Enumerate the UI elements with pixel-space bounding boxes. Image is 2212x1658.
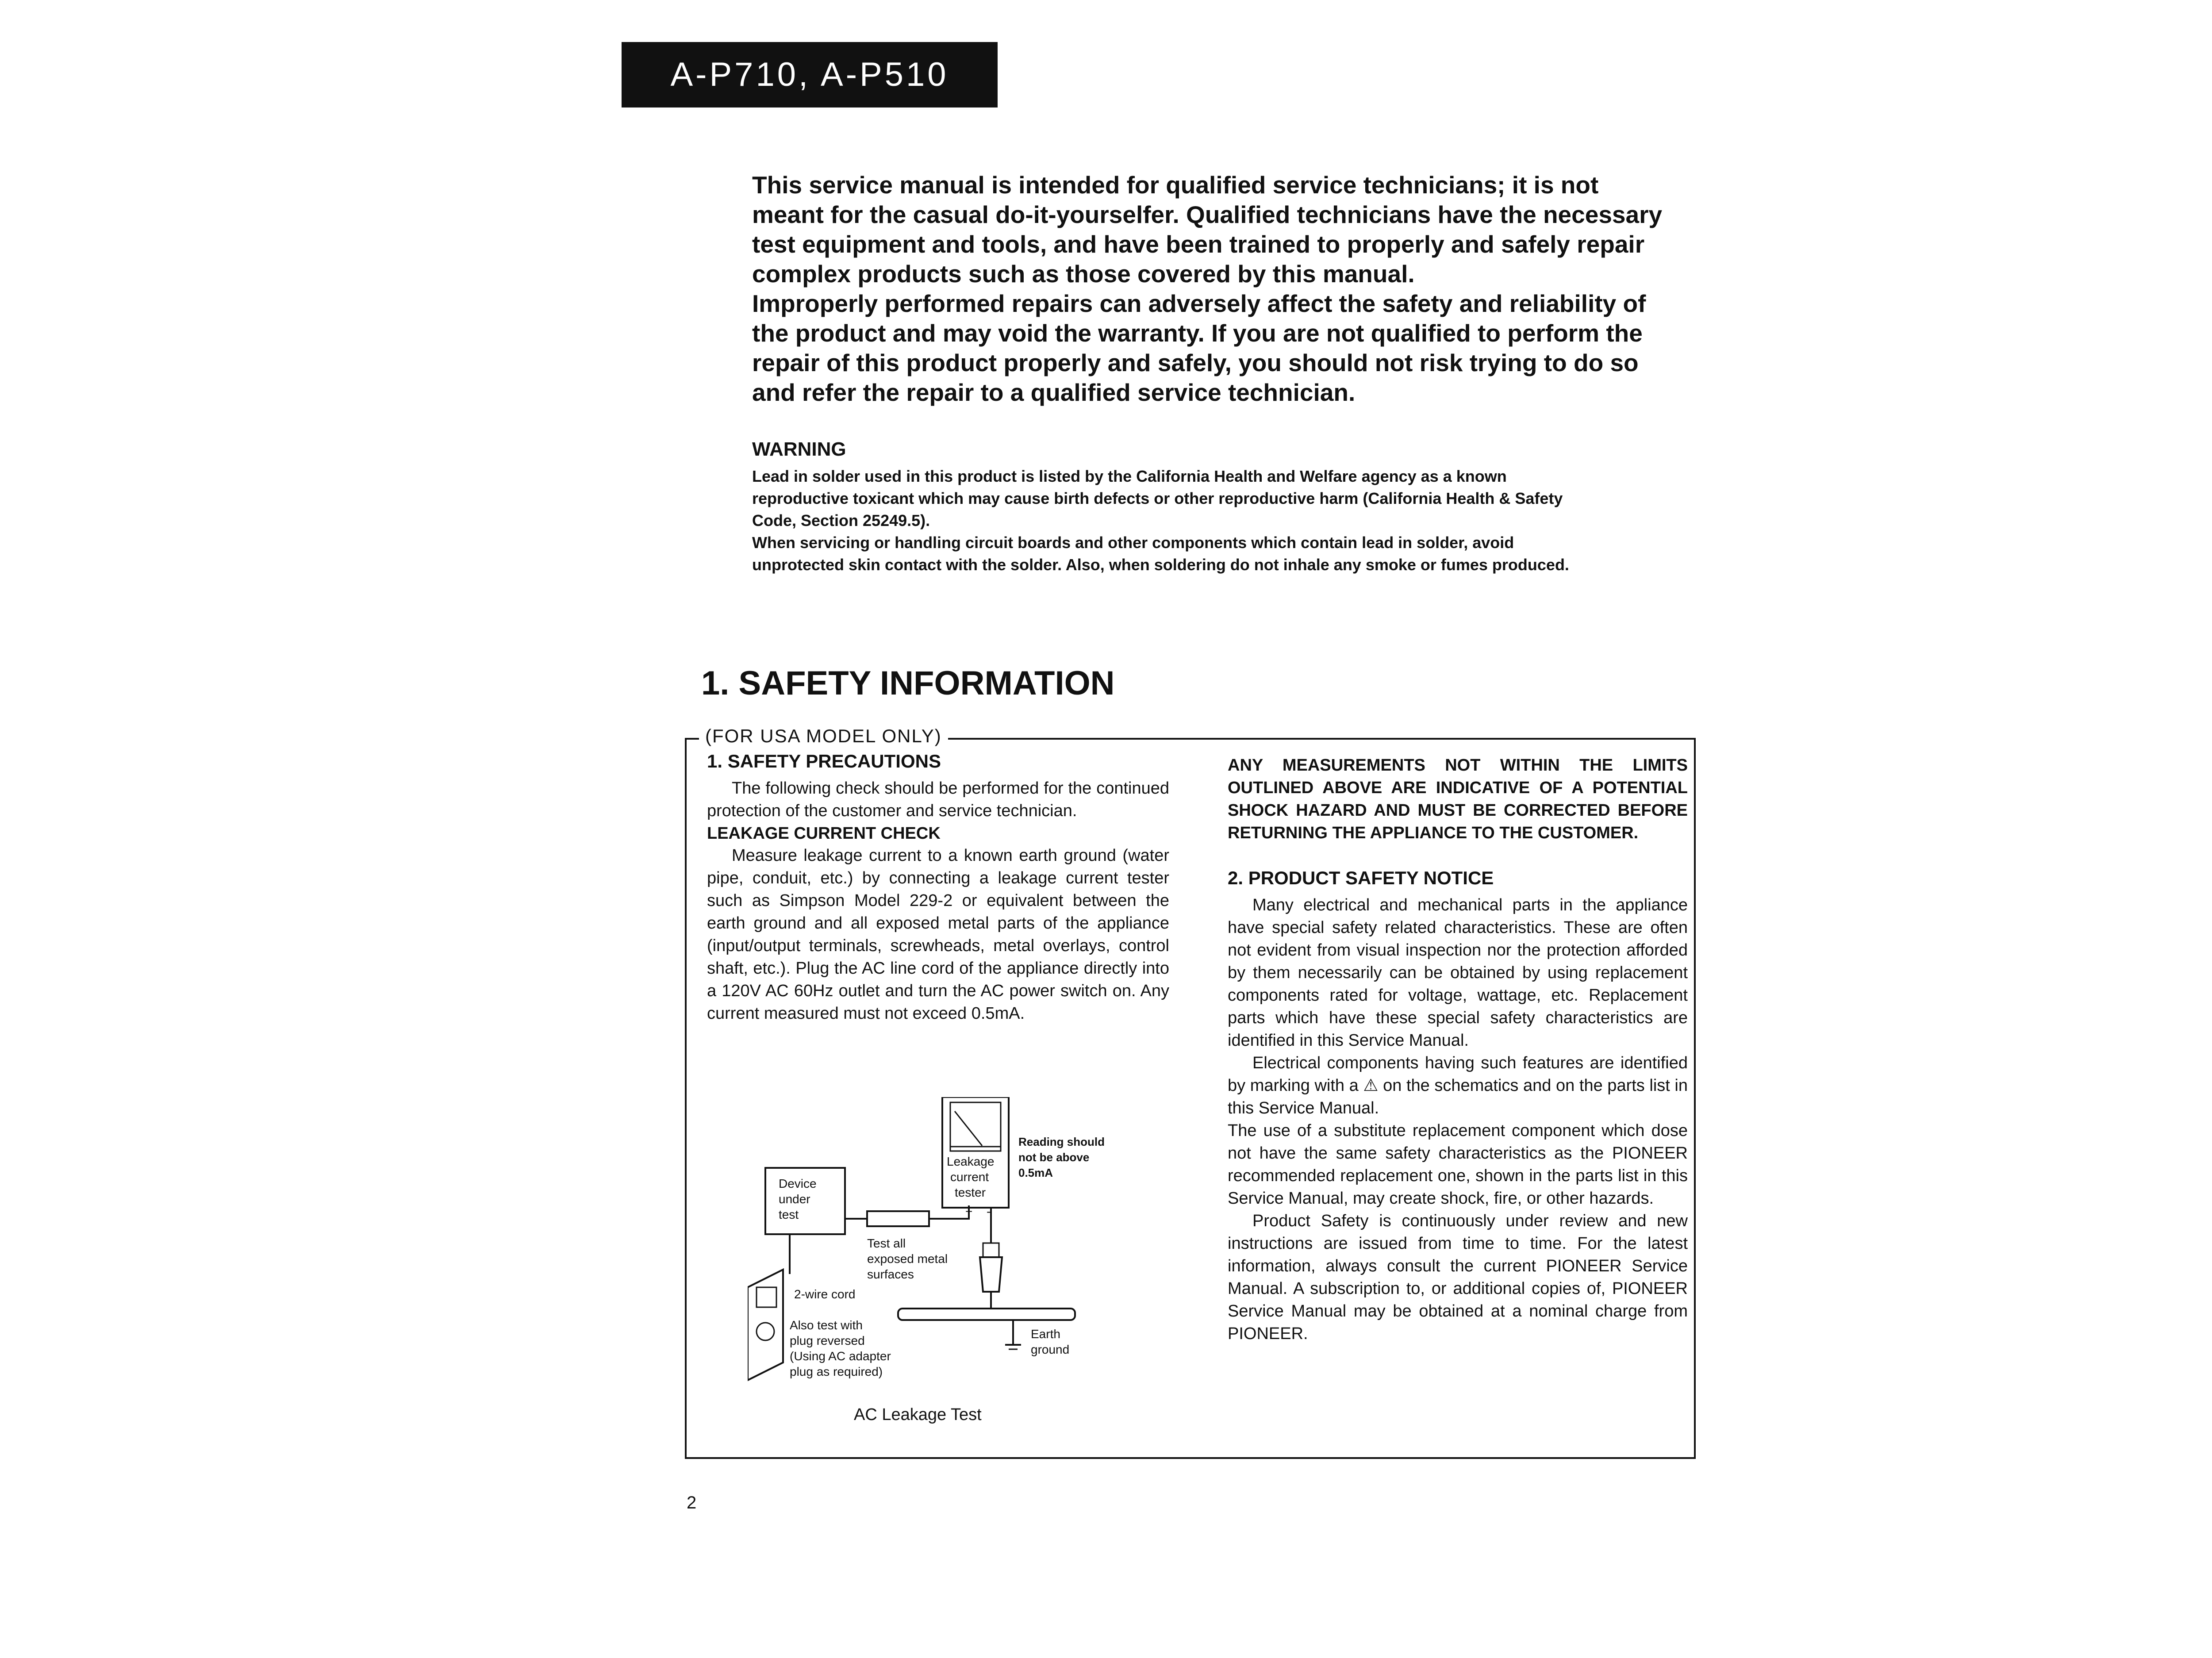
product-safety-paragraph-4: Product Safety is continuously under review and new instructions are issued from time to time. For the latest information, always consult the current PIONEER Service Manual. A subscription to, or additional copies of, PIONEER Service Manual may be obtained at a nominal charge from PIONEER. (1228, 1212, 1688, 1343)
test-all-label-2: exposed metal (867, 1252, 948, 1266)
test-all-label-3: surfaces (867, 1267, 914, 1281)
also-test-label-4: plug as required) (790, 1365, 883, 1378)
intro-notice (752, 170, 1663, 407)
also-test-label-2: plug reversed (790, 1334, 865, 1347)
water-pipe (898, 1309, 1075, 1320)
minus-terminal: - (987, 1205, 991, 1218)
model-tag: A-P710, A-P510 (622, 42, 998, 107)
plug-icon (757, 1287, 776, 1307)
warning-paragraph-2: When servicing or handling circuit boards and other components which contain lead in solder, avoid unprotected skin contact with the solder. Also, when soldering do not inhale any smoke or fumes produced. (752, 533, 1569, 574)
product-safety-heading: 2. PRODUCT SAFETY NOTICE (1228, 867, 1494, 888)
product-safety-paragraph-2: Electrical components having such features are identified by marking with a ⚠ on the schematics and on the parts list in this Service Manual. (1228, 1054, 1688, 1117)
ac-leakage-test-diagram (748, 1097, 1181, 1424)
meter-needle (955, 1111, 982, 1146)
earth-label-2: ground (1031, 1343, 1070, 1356)
diagram-caption: AC Leakage Test (854, 1405, 982, 1424)
warning-block (752, 438, 1593, 576)
reading-label-3: 0.5mA (1018, 1166, 1053, 1179)
also-test-label-1: Also test with (790, 1318, 863, 1332)
device-label-1: Device (779, 1177, 817, 1190)
wall-outlet (748, 1270, 783, 1380)
cord-label: 2-wire cord (794, 1287, 856, 1301)
page-number: 2 (687, 1493, 697, 1512)
left-column (707, 750, 1169, 1025)
also-test-label-3: (Using AC adapter (790, 1349, 891, 1363)
product-safety-paragraph-3: The use of a substitute replacement component which dose not have the same safety characteristics as the PIONEER recommended replacement one, shown in the parts list in this Service Manual, may create shock, fire, or other hazards. (1228, 1121, 1688, 1208)
outlet-socket-icon (757, 1323, 774, 1340)
warning-paragraph-1: Lead in solder used in this product is listed by the California Health and Welfare agency as a known reproductive toxicant which may cause birth defects or other reproductive harm (California Health & Safety Code, Section 25249.5). (752, 467, 1563, 530)
device-label-3: test (779, 1208, 799, 1221)
meter-face (950, 1102, 1001, 1151)
product-safety-paragraph-1: Many electrical and mechanical parts in the appliance have special safety related characteristics. These are often not evident from visual inspection nor the protection afforded by them necessarily can be obtained by using replacement components rated for voltage, wattage, etc. Replacement parts which have these special safety characteristics are identified in this Service Manual. (1228, 896, 1688, 1050)
leakage-check-paragraph: Measure leakage current to a known earth ground (water pipe, conduit, etc.) by connecting a leakage current tester such as Simpson Model 229-2 or equivalent between the earth ground and all exposed metal parts of the appliance (input/output terminals, screwheads, metal overlays, control shaft, etc.). Plug the AC line cord of the appliance directly into a 120V AC 60Hz outlet and turn the AC power switch on. Any current measured must not exceed 0.5mA. (707, 846, 1169, 1023)
reading-label-1: Reading should (1018, 1135, 1105, 1148)
tester-label-3: tester (955, 1186, 986, 1199)
test-all-label-1: Test all (867, 1236, 906, 1250)
precautions-paragraph: The following check should be performed for the continued protection of the customer and service technician. (707, 779, 1169, 820)
test-probe (867, 1211, 929, 1226)
section-title: 1. SAFETY INFORMATION (701, 664, 1115, 702)
earth-clamp (980, 1257, 1002, 1292)
device-label-2: under (779, 1192, 810, 1206)
intro-paragraph-2: Improperly performed repairs can adversely affect the safety and reliability of the product and may void the warranty. If you are not qualified to perform the repair of this product properly and safely, you should not risk trying to do so and refer the repair to a qualified service technician. (752, 290, 1646, 406)
tester-label-1: Leakage (947, 1155, 995, 1168)
warning-title: WARNING (752, 438, 846, 460)
plus-terminal: + (965, 1205, 973, 1218)
usa-model-tag: (FOR USA MODEL ONLY) (699, 723, 948, 749)
leakage-check-heading: LEAKAGE CURRENT CHECK (707, 824, 941, 843)
safety-precautions-heading: 1. SAFETY PRECAUTIONS (707, 751, 941, 771)
measurement-warning: ANY MEASUREMENTS NOT WITHIN THE LIMITS OUTLINED ABOVE ARE INDICATIVE OF A POTENTIAL SHOCK HAZARD AND MUST BE CORRECTED BEFORE RETURNING THE APPLIANCE TO THE CUSTOMER. (1228, 756, 1688, 842)
tester-label-2: current (950, 1170, 989, 1184)
reading-label-2: not be above (1018, 1151, 1090, 1164)
earth-label-1: Earth (1031, 1327, 1060, 1341)
intro-paragraph-1: This service manual is intended for qualified service technicians; it is not meant for the casual do-it-yourselfer. Qualified technicians have the necessary test equipment and tools, and have been trained to properly and safely repair complex products such as those covered by this manual. (752, 171, 1663, 288)
right-column (1228, 754, 1688, 1345)
